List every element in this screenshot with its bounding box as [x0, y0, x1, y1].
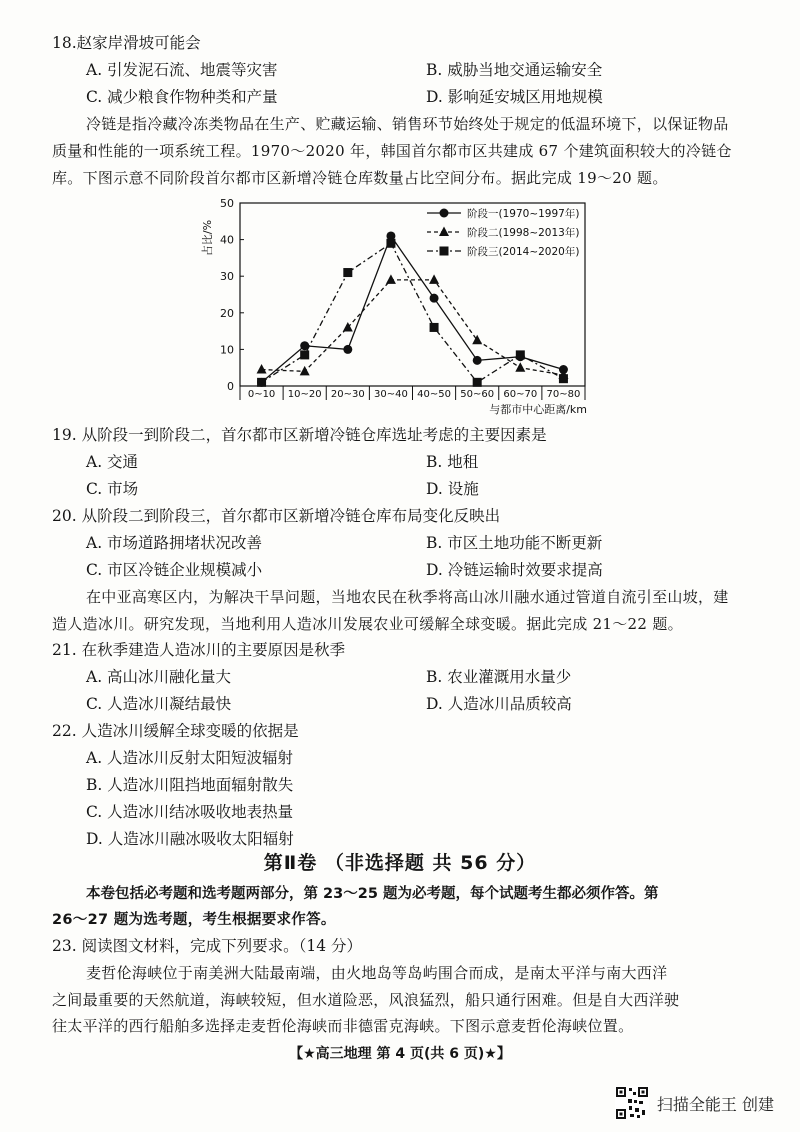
y-axis-label: 占比/% [201, 219, 214, 257]
series-3-point [516, 350, 525, 359]
q20-option-a: A. 市场道路拥堵状况改善 [86, 534, 263, 552]
q23-material-line-1: 麦哲伦海峡位于南美洲大陆最南端，由火地岛等岛屿围合而成，是南太平洋与南大西洋 [86, 964, 668, 982]
series-2-point [257, 364, 267, 374]
y-tick-label: 20 [220, 306, 234, 320]
q21-option-c: C. 人造冰川凝结最快 [86, 695, 232, 713]
q22-option-b: B. 人造冰川阻挡地面辐射散失 [86, 776, 294, 794]
section-2-intro-1: 本卷包括必考题和选考题两部分，第 23～25 题为必考题，每个试题考生都必须作答。第 [86, 886, 659, 902]
series-1-point [343, 345, 352, 354]
series-2-point [343, 322, 353, 332]
series-3-point [300, 350, 309, 359]
series-line-3 [262, 243, 564, 382]
material2-line-2: 造人造冰川。研究发现，当地利用人造冰川发展农业可缓解全球变暖。据此完成 21～22 题。 [52, 615, 683, 633]
q21-stem: 21. 在秋季建造人造冰川的主要原因是秋季 [52, 641, 346, 659]
series-2-point [386, 274, 396, 284]
series-1-point [473, 356, 482, 365]
x-tick-label: 60~70 [503, 389, 538, 400]
q23-stem: 23. 阅读图文材料，完成下列要求。（14 分） [52, 937, 362, 955]
q19-option-d: D. 设施 [426, 480, 479, 498]
x-axis-label: 与都市中心距离/km [489, 403, 587, 416]
q19-option-a: A. 交通 [86, 453, 139, 471]
q18-option-c: C. 减少粮食作物种类和产量 [86, 88, 278, 106]
series-2-point [300, 366, 310, 376]
x-tick-label: 70~80 [546, 389, 581, 400]
q22-option-c: C. 人造冰川结冰吸收地表热量 [86, 803, 294, 821]
y-tick-label: 40 [220, 233, 234, 247]
scanner-watermark [615, 1086, 774, 1120]
q18-stem: 18.赵家岸滑坡可能会 [52, 34, 201, 52]
q21-option-a: A. 高山冰川融化量大 [86, 668, 232, 686]
q22-stem: 22. 人造冰川缓解全球变暖的依据是 [52, 722, 299, 740]
series-3-point [257, 378, 266, 387]
material1-line-1: 冷链是指冷藏冷冻类物品在生产、贮藏运输、销售环节始终处于规定的低温环境下，以保证物品 [86, 115, 729, 133]
y-tick-label: 0 [227, 380, 234, 393]
q20-option-c: C. 市区冷链企业规模减小 [86, 561, 263, 579]
q18-option-a: A. 引发泥石流、地震等灾害 [86, 61, 278, 79]
x-tick-label: 50~60 [460, 389, 495, 400]
series-2-point [429, 274, 439, 284]
series-3-point [473, 378, 482, 387]
y-tick-label: 10 [220, 343, 234, 357]
q18-option-b: B. 威胁当地交通运输安全 [426, 61, 603, 79]
material2-line-1: 在中亚高寒区内，为解决干旱问题，当地农民在秋季将高山冰川融水通过管道自流引至山坡，建 [86, 588, 729, 606]
material1-line-2: 质量和性能的一项系统工程。1970～2020 年，韩国首尔都市区共建成 67 个建筑面积较大的冷链仓 [52, 142, 732, 160]
page-footer: 【★高三地理 第 4 页(共 6 页)★】 [289, 1046, 511, 1062]
x-tick-label: 30~40 [374, 389, 408, 400]
series-3-point [430, 323, 439, 332]
legend-marker-3 [440, 247, 449, 256]
q23-material-line-2: 之间最重要的天然航道，海峡较短，但水道险恶，风浪猛烈，船只通行困难。但是自大西洋驶 [52, 991, 680, 1009]
y-tick-label: 30 [220, 270, 234, 284]
section-2-intro-2: 26～27 题为选考题，考生根据要求作答。 [52, 912, 336, 928]
q19-stem: 19. 从阶段一到阶段二，首尔都市区新增冷链仓库选址考虑的主要因素是 [52, 426, 547, 444]
section-2-title: 第Ⅱ卷 （非选择题 共 56 分） [263, 852, 537, 874]
series-3-point [343, 268, 352, 277]
cold-chain-chart [195, 193, 595, 418]
y-tick-label: 50 [220, 197, 234, 210]
q21-option-b: B. 农业灌溉用水量少 [426, 668, 572, 686]
series-3-point [559, 374, 568, 383]
q21-option-d: D. 人造冰川品质较高 [426, 695, 572, 713]
series-3-point [386, 239, 395, 248]
q20-option-d: D. 冷链运输时效要求提高 [426, 561, 603, 579]
series-1-point [430, 294, 439, 303]
x-tick-label: 10~20 [287, 389, 322, 400]
legend-marker-2 [439, 227, 449, 237]
q19-option-c: C. 市场 [86, 480, 139, 498]
q22-option-d: D. 人造冰川融冰吸收太阳辐射 [86, 830, 294, 848]
legend-marker-1 [440, 209, 449, 218]
scanner-watermark-text: 扫描全能王 创建 [656, 1094, 774, 1114]
qr-code-icon [615, 1086, 649, 1120]
material1-line-3: 库。下图示意不同阶段首尔都市区新增冷链仓库数量占比空间分布。据此完成 19～20 题。 [52, 169, 668, 187]
q20-stem: 20. 从阶段二到阶段三，首尔都市区新增冷链仓库布局变化反映出 [52, 507, 501, 525]
legend-label-2: 阶段二(1998~2013年) [467, 227, 580, 239]
x-tick-label: 20~30 [330, 389, 365, 400]
q20-option-b: B. 市区土地功能不断更新 [426, 534, 603, 552]
legend-label-1: 阶段一(1970~1997年) [467, 208, 580, 220]
x-tick-label: 0~10 [247, 389, 276, 400]
q23-material-line-3: 往太平洋的西行船舶多选择走麦哲伦海峡而非德雷克海峡。下图示意麦哲伦海峡位置。 [52, 1017, 634, 1035]
legend-label-3: 阶段三(2014~2020年) [467, 246, 580, 258]
series-2-point [515, 362, 525, 372]
q22-option-a: A. 人造冰川反射太阳短波辐射 [86, 749, 294, 767]
q18-option-d: D. 影响延安城区用地规模 [426, 88, 603, 106]
x-tick-label: 40~50 [417, 389, 451, 400]
q19-option-b: B. 地租 [426, 453, 479, 471]
series-line-2 [262, 280, 564, 375]
